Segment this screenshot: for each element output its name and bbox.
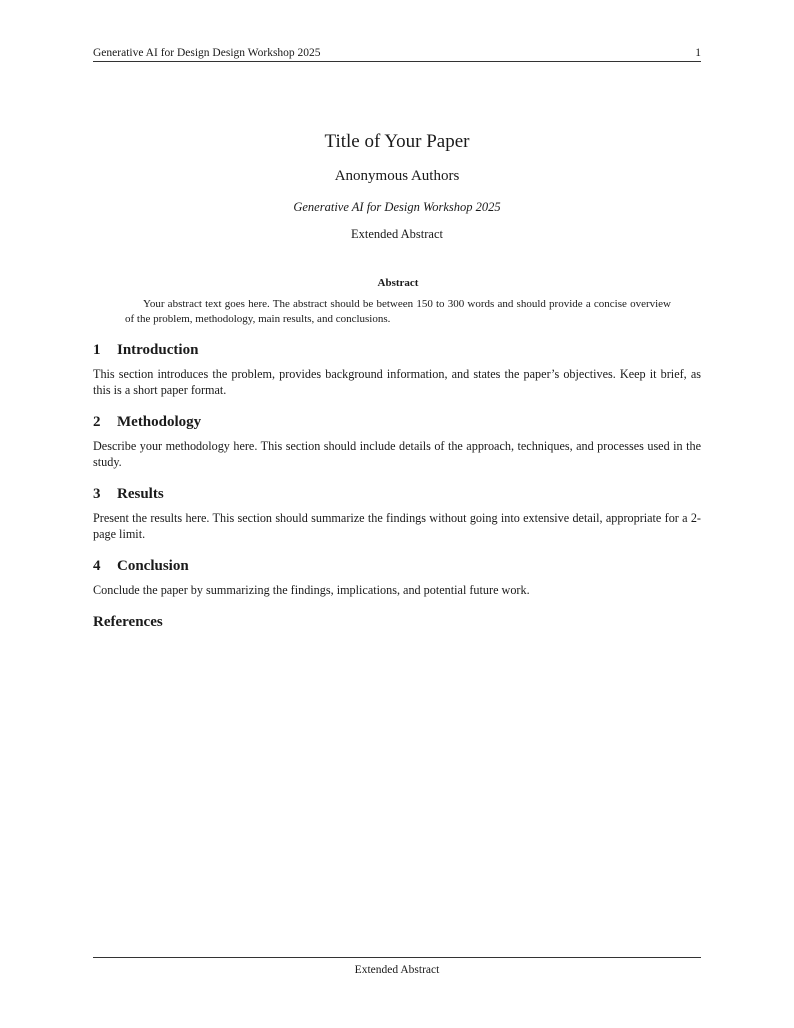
section-heading [93,412,701,432]
section-title: Conclusion [117,558,189,574]
section-heading [93,556,701,576]
section-text: Conclude the paper by summarizing the findings, implications, and potential future work. [93,583,530,597]
section-number: 2 [93,414,101,430]
paper-type: Extended Abstract [351,227,443,241]
section-results [93,484,701,542]
section-title: Results [117,486,164,502]
abstract-text: Your abstract text goes here. The abstract should be between 150 to 300 words and should provide a concise overview of the problem, methodology, main results, and conclusions. [125,298,671,325]
title-block [93,128,701,242]
abstract [125,276,671,338]
section-number: 3 [93,486,101,502]
section-text: Describe your methodology here. This section should include details of the approach, techniques, and processes used in the study. [93,439,701,469]
running-header [93,46,701,62]
references-heading: References [93,614,163,630]
section-number: 1 [93,342,101,358]
section-text: This section introduces the problem, provides background information, and states the paper’s objectives. Keep it brief, as this is a short paper format. [93,367,701,397]
running-footer [93,957,701,977]
section-title: Introduction [117,342,199,358]
section-number: 4 [93,558,101,574]
paper-title: Title of Your Paper [324,131,470,152]
section-heading [93,340,701,360]
section-text: Present the results here. This section should summarize the findings without going into extensive detail, appropriate for a 2-page limit. [93,511,701,541]
header-venue-text: Generative AI for Design Design Workshop 2025 [93,47,321,59]
venue: Generative AI for Design Workshop 2025 [293,200,501,214]
section-methodology [93,412,701,470]
abstract-heading: Abstract [377,277,419,289]
section-title: Methodology [117,414,202,430]
header-page-number: 1 [695,47,701,59]
section-heading [93,484,701,504]
section-introduction [93,340,701,398]
paper-body [93,340,701,632]
footer-text: Extended Abstract [354,964,440,976]
authors: Anonymous Authors [334,168,460,184]
section-conclusion [93,556,701,598]
